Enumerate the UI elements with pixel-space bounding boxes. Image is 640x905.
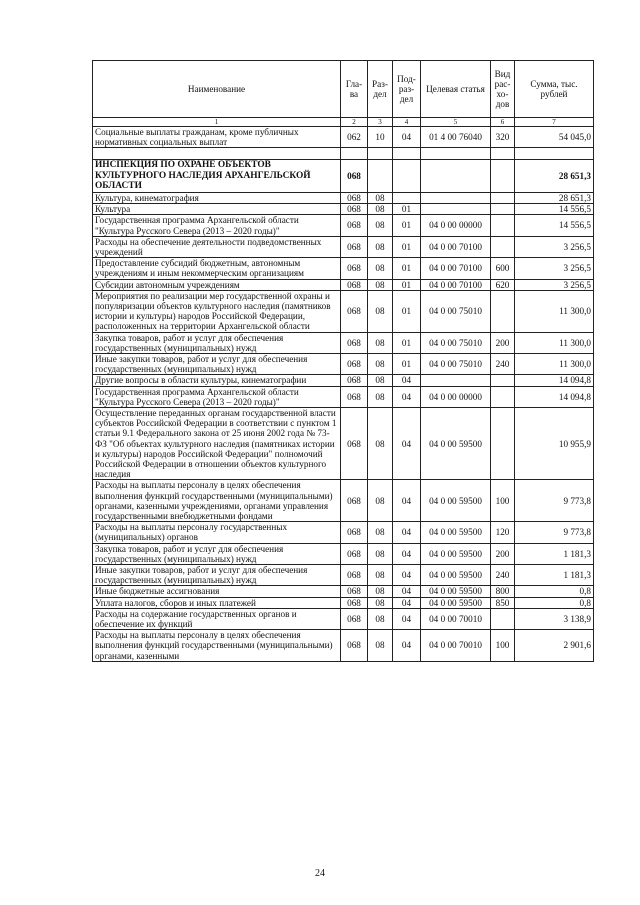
cell-target: 04 0 00 59500	[421, 597, 491, 608]
cell-target	[421, 192, 491, 203]
cell-glava: 068	[341, 353, 368, 374]
cell-sum: 28 651,3	[515, 192, 594, 203]
cell-name: Другие вопросы в области культуры, кинематографии	[93, 375, 341, 386]
cell-name: Предоставление субсидий бюджетным, автономным учреждениям и иным некоммерческим организациям	[93, 258, 341, 279]
cell-razdel: 10	[368, 127, 393, 148]
cell-target: 04 0 00 59500	[421, 522, 491, 543]
column-number-row	[93, 118, 594, 127]
cell-name	[93, 148, 341, 160]
table-row	[93, 148, 594, 160]
column-number: 2	[341, 118, 368, 127]
cell-glava: 068	[341, 407, 368, 479]
header-name: Наименование	[93, 61, 341, 118]
cell-razdel	[368, 148, 393, 160]
table-row	[93, 236, 594, 257]
cell-name: Расходы на выплаты персоналу государственных (муниципальных) органов	[93, 522, 341, 543]
cell-vid: 320	[491, 127, 515, 148]
cell-podrazdel: 01	[393, 290, 421, 332]
column-number: 3	[368, 118, 393, 127]
cell-target: 04 0 00 70100	[421, 236, 491, 257]
cell-razdel: 08	[368, 375, 393, 386]
cell-sum: 14 556,5	[515, 204, 594, 215]
cell-name: Государственная программа Архангельской области "Культура Русского Севера (2013 – 2020 годы)"	[93, 215, 341, 236]
cell-vid: 240	[491, 353, 515, 374]
cell-sum: 3 256,5	[515, 279, 594, 290]
table-row	[93, 332, 594, 353]
cell-razdel: 08	[368, 565, 393, 586]
table-row	[93, 204, 594, 215]
cell-target	[421, 148, 491, 160]
cell-vid	[491, 192, 515, 203]
cell-podrazdel: 04	[393, 586, 421, 597]
cell-podrazdel: 04	[393, 630, 421, 662]
cell-podrazdel: 04	[393, 407, 421, 479]
cell-podrazdel	[393, 192, 421, 203]
cell-target: 04 0 00 59500	[421, 407, 491, 479]
cell-podrazdel: 04	[393, 597, 421, 608]
cell-podrazdel	[393, 160, 421, 193]
cell-glava: 068	[341, 543, 368, 564]
cell-target: 04 0 00 59500	[421, 565, 491, 586]
table-row	[93, 160, 594, 193]
cell-glava: 068	[341, 236, 368, 257]
cell-glava: 068	[341, 375, 368, 386]
column-number: 1	[93, 118, 341, 127]
cell-target: 01 4 00 76040	[421, 127, 491, 148]
cell-podrazdel: 04	[393, 375, 421, 386]
cell-razdel: 08	[368, 204, 393, 215]
cell-name: Иные бюджетные ассигнования	[93, 586, 341, 597]
cell-vid	[491, 386, 515, 407]
header-vid: Вид рас-хо-дов	[491, 61, 515, 118]
cell-glava: 068	[341, 586, 368, 597]
cell-vid	[491, 375, 515, 386]
table-row	[93, 630, 594, 662]
cell-razdel: 08	[368, 332, 393, 353]
cell-vid: 800	[491, 586, 515, 597]
cell-glava	[341, 148, 368, 160]
table-row	[93, 290, 594, 332]
cell-podrazdel: 04	[393, 127, 421, 148]
table-row	[93, 608, 594, 629]
cell-name: ИНСПЕКЦИЯ ПО ОХРАНЕ ОБЪЕКТОВ КУЛЬТУРНОГО НАСЛЕДИЯ АРХАНГЕЛЬСКОЙ ОБЛАСТИ	[93, 160, 341, 193]
column-number: 4	[393, 118, 421, 127]
cell-glava: 068	[341, 565, 368, 586]
cell-razdel: 08	[368, 543, 393, 564]
cell-sum: 1 181,3	[515, 565, 594, 586]
cell-target: 04 0 00 70010	[421, 608, 491, 629]
cell-podrazdel: 04	[393, 565, 421, 586]
cell-podrazdel: 04	[393, 522, 421, 543]
cell-razdel: 08	[368, 386, 393, 407]
cell-name: Расходы на выплаты персоналу в целях обеспечения выполнения функций государственными (муниципальными) органами, казенными учреждениями, органами управления государственными внебюджетными фондами	[93, 480, 341, 522]
cell-name: Уплата налогов, сборов и иных платежей	[93, 597, 341, 608]
cell-vid: 100	[491, 480, 515, 522]
cell-glava: 068	[341, 192, 368, 203]
cell-vid: 620	[491, 279, 515, 290]
header-sum: Сумма, тыс. рублей	[515, 61, 594, 118]
table-row	[93, 258, 594, 279]
cell-sum: 9 773,8	[515, 522, 594, 543]
cell-sum: 3 256,5	[515, 258, 594, 279]
cell-target: 04 0 00 70010	[421, 630, 491, 662]
cell-sum: 11 300,0	[515, 353, 594, 374]
cell-target: 04 0 00 00000	[421, 215, 491, 236]
cell-razdel: 08	[368, 608, 393, 629]
cell-vid	[491, 290, 515, 332]
cell-sum: 2 901,6	[515, 630, 594, 662]
table-row	[93, 597, 594, 608]
cell-target: 04 0 00 75010	[421, 353, 491, 374]
cell-razdel: 08	[368, 630, 393, 662]
column-number: 7	[515, 118, 594, 127]
cell-vid: 240	[491, 565, 515, 586]
header-glava: Гла-ва	[341, 61, 368, 118]
table-row	[93, 407, 594, 479]
cell-sum: 3 256,5	[515, 236, 594, 257]
cell-podrazdel	[393, 148, 421, 160]
cell-target: 04 0 00 70100	[421, 258, 491, 279]
cell-razdel: 08	[368, 215, 393, 236]
cell-vid: 200	[491, 543, 515, 564]
cell-razdel: 08	[368, 480, 393, 522]
cell-vid	[491, 215, 515, 236]
cell-podrazdel: 01	[393, 215, 421, 236]
cell-sum: 10 955,9	[515, 407, 594, 479]
cell-name: Государственная программа Архангельской области "Культура Русского Севера (2013 – 2020 годы)"	[93, 386, 341, 407]
cell-podrazdel: 04	[393, 608, 421, 629]
table-row	[93, 127, 594, 148]
cell-glava: 068	[341, 279, 368, 290]
cell-glava: 068	[341, 160, 368, 193]
cell-vid	[491, 608, 515, 629]
table-row	[93, 522, 594, 543]
cell-razdel: 08	[368, 597, 393, 608]
table-row	[93, 543, 594, 564]
cell-glava: 062	[341, 127, 368, 148]
cell-razdel: 08	[368, 258, 393, 279]
cell-vid	[491, 407, 515, 479]
header-razdel: Раз-дел	[368, 61, 393, 118]
cell-glava: 068	[341, 608, 368, 629]
cell-name: Культура	[93, 204, 341, 215]
table-row	[93, 386, 594, 407]
table-body	[93, 127, 594, 662]
cell-sum: 0,8	[515, 597, 594, 608]
cell-vid: 850	[491, 597, 515, 608]
cell-podrazdel: 01	[393, 353, 421, 374]
column-number: 5	[421, 118, 491, 127]
cell-target: 04 0 00 70100	[421, 279, 491, 290]
cell-sum: 28 651,3	[515, 160, 594, 193]
cell-podrazdel: 01	[393, 204, 421, 215]
cell-sum: 9 773,8	[515, 480, 594, 522]
cell-glava: 068	[341, 215, 368, 236]
cell-target: 04 0 00 59500	[421, 586, 491, 597]
cell-vid	[491, 148, 515, 160]
table-row	[93, 586, 594, 597]
cell-vid: 120	[491, 522, 515, 543]
cell-name: Социальные выплаты гражданам, кроме публичных нормативных социальных выплат	[93, 127, 341, 148]
table-row	[93, 480, 594, 522]
table-row	[93, 565, 594, 586]
cell-target: 04 0 00 75010	[421, 332, 491, 353]
cell-glava: 068	[341, 332, 368, 353]
cell-vid: 100	[491, 630, 515, 662]
cell-target: 04 0 00 75010	[421, 290, 491, 332]
cell-name: Культура, кинематография	[93, 192, 341, 203]
cell-razdel: 08	[368, 279, 393, 290]
cell-name: Расходы на обеспечение деятельности подведомственных учреждений	[93, 236, 341, 257]
cell-razdel: 08	[368, 407, 393, 479]
cell-vid	[491, 236, 515, 257]
table-row	[93, 192, 594, 203]
table-row	[93, 215, 594, 236]
cell-podrazdel: 04	[393, 480, 421, 522]
cell-name: Мероприятия по реализации мер государственной охраны и популяризации объектов культурного наследия (памятников истории и культуры) народов Российской Федерации, расположенных на территории Архангельской области	[93, 290, 341, 332]
cell-sum: 11 300,0	[515, 332, 594, 353]
budget-table	[92, 60, 594, 662]
cell-glava: 068	[341, 204, 368, 215]
cell-razdel	[368, 160, 393, 193]
table-row	[93, 279, 594, 290]
cell-glava: 068	[341, 386, 368, 407]
column-number: 6	[491, 118, 515, 127]
cell-podrazdel: 04	[393, 386, 421, 407]
cell-sum: 1 181,3	[515, 543, 594, 564]
cell-podrazdel: 04	[393, 543, 421, 564]
cell-vid	[491, 160, 515, 193]
cell-glava: 068	[341, 522, 368, 543]
cell-glava: 068	[341, 597, 368, 608]
cell-sum: 54 045,0	[515, 127, 594, 148]
cell-target: 04 0 00 59500	[421, 480, 491, 522]
cell-name: Иные закупки товаров, работ и услуг для обеспечения государственных (муниципальных) нужд	[93, 565, 341, 586]
cell-glava: 068	[341, 630, 368, 662]
cell-sum: 11 300,0	[515, 290, 594, 332]
cell-podrazdel: 01	[393, 258, 421, 279]
cell-target: 04 0 00 00000	[421, 386, 491, 407]
cell-target	[421, 204, 491, 215]
cell-target	[421, 160, 491, 193]
cell-vid: 600	[491, 258, 515, 279]
cell-razdel: 08	[368, 290, 393, 332]
cell-podrazdel: 01	[393, 279, 421, 290]
cell-sum: 0,8	[515, 586, 594, 597]
cell-sum: 14 094,8	[515, 386, 594, 407]
cell-podrazdel: 01	[393, 236, 421, 257]
table-row	[93, 375, 594, 386]
cell-sum: 14 094,8	[515, 375, 594, 386]
header-target: Целевая статья	[421, 61, 491, 118]
cell-name: Субсидии автономным учреждениям	[93, 279, 341, 290]
cell-vid	[491, 204, 515, 215]
cell-target	[421, 375, 491, 386]
cell-vid: 200	[491, 332, 515, 353]
page-number: 24	[315, 868, 325, 879]
table-header-row	[93, 61, 594, 118]
table-row	[93, 353, 594, 374]
header-podrazdel: Под-раз-дел	[393, 61, 421, 118]
cell-glava: 068	[341, 290, 368, 332]
cell-name: Закупка товаров, работ и услуг для обеспечения государственных (муниципальных) нужд	[93, 543, 341, 564]
cell-sum	[515, 148, 594, 160]
cell-sum: 3 138,9	[515, 608, 594, 629]
cell-name: Иные закупки товаров, работ и услуг для обеспечения государственных (муниципальных) нужд	[93, 353, 341, 374]
cell-podrazdel: 01	[393, 332, 421, 353]
cell-target: 04 0 00 59500	[421, 543, 491, 564]
cell-name: Закупка товаров, работ и услуг для обеспечения государственных (муниципальных) нужд	[93, 332, 341, 353]
cell-razdel: 08	[368, 586, 393, 597]
cell-glava: 068	[341, 480, 368, 522]
cell-razdel: 08	[368, 192, 393, 203]
cell-name: Расходы на выплаты персоналу в целях обеспечения выполнения функций государственными (муниципальными) органами, казенными	[93, 630, 341, 662]
cell-name: Осуществление переданных органам государственной власти субъектов Российской Федерации в соответствии с пунктом 1 статьи 9.1 Федерального закона от 25 июня 2002 года № 73-ФЗ "Об объектах культурного наследия (памятниках истории и культуры) народов Российской Федерации" полномочий Российской Федерации в отношении объектов культурного наследия	[93, 407, 341, 479]
cell-razdel: 08	[368, 522, 393, 543]
cell-sum: 14 556,5	[515, 215, 594, 236]
cell-name: Расходы на содержание государственных органов и обеспечение их функций	[93, 608, 341, 629]
cell-razdel: 08	[368, 236, 393, 257]
cell-glava: 068	[341, 258, 368, 279]
cell-razdel: 08	[368, 353, 393, 374]
